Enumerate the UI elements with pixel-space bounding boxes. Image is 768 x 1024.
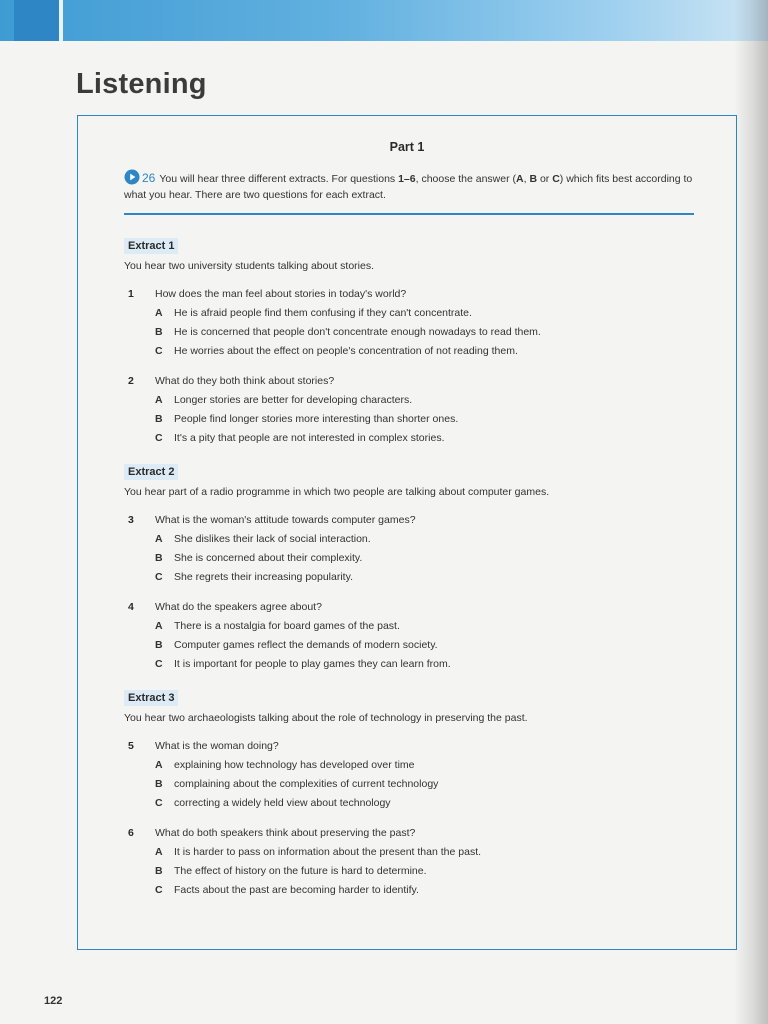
track-number: 26 [142,171,156,185]
option-letter: B [155,865,163,877]
option-text: It is important for people to play games they can learn from. [174,658,451,670]
answer-option [155,756,704,775]
option-text: Computer games reflect the demands of modern society. [174,639,438,651]
question-text: What is the woman doing? [155,740,279,752]
option-text: Longer stories are better for developing characters. [174,394,413,406]
answer-option [155,530,704,549]
question-item [124,514,704,587]
page-title: Listening [76,68,207,100]
answer-option [155,429,704,448]
question-item [124,740,704,813]
answer-option [155,323,704,342]
option-text: He worries about the effect on people's concentration of not reading them. [174,345,518,357]
answer-option [155,775,704,794]
option-letter: B [155,639,163,651]
question-text: How does the man feel about stories in today's world? [155,288,407,300]
extract-label: Extract 2 [124,464,178,480]
option-letter: A [155,533,163,545]
option-letter: B [155,778,163,790]
option-text: People find longer stories more interesting than shorter ones. [174,413,459,425]
option-letter: C [155,658,163,670]
extracts-list [124,236,704,914]
option-text: He is concerned that people don't concentrate enough nowadays to read them. [174,326,541,338]
question-text: What is the woman's attitude towards computer games? [155,514,416,526]
answer-letter-c: C [552,173,560,185]
option-letter: C [155,571,163,583]
option-letter: A [155,759,163,771]
instructions-text: , [523,173,530,185]
question-number: 5 [128,740,134,752]
extract-label: Extract 3 [124,690,178,706]
option-letter: C [155,797,163,809]
question-text: What do they both think about stories? [155,375,335,387]
option-text: She regrets their increasing popularity. [174,571,353,583]
answer-option [155,342,704,361]
question-item [124,375,704,448]
exam-box [77,115,737,950]
option-letter: C [155,884,163,896]
instructions-text: You will hear three different extracts. For questions [159,173,399,185]
question-item [124,601,704,674]
header-color-block [14,0,59,41]
answer-letter-a: A [516,173,524,185]
option-text: He is afraid people find them confusing if they can't concentrate. [174,307,472,319]
question-number: 4 [128,601,134,613]
answer-letter-b: B [529,173,538,185]
option-text: explaining how technology has developed over time [174,759,415,771]
option-letter: A [155,620,163,632]
question-item [124,827,704,900]
question-item [124,288,704,361]
extract-context: You hear two university students talking about stories. [124,260,375,272]
question-number: 3 [128,514,134,526]
question-number: 6 [128,827,134,839]
answer-option [155,549,704,568]
divider-rule [124,213,694,215]
option-letter: A [155,394,163,406]
answer-option [155,655,704,674]
option-text: correcting a widely held view about technology [174,797,391,809]
header-divider [59,0,63,41]
answer-option [155,636,704,655]
option-text: The effect of history on the future is hard to determine. [174,865,427,877]
question-text: What do both speakers think about preserving the past? [155,827,416,839]
instructions-text: , choose the answer ( [415,173,516,185]
option-text: It's a pity that people are not interested in complex stories. [174,432,445,444]
question-number: 1 [128,288,134,300]
option-text: Facts about the past are becoming harder to identify. [174,884,419,896]
answer-option [155,881,704,900]
extract-section [124,688,704,900]
answer-option [155,568,704,587]
option-letter: A [155,846,163,858]
instructions-text: ) which fits best according to what you hear. There are two questions for each extract. [124,173,693,201]
extract-section [124,236,704,448]
part-title: Part 1 [389,140,425,154]
question-number: 2 [128,375,134,387]
answer-option [155,410,704,429]
option-letter: A [155,307,163,319]
header-band [0,0,768,41]
option-letter: B [155,326,163,338]
question-text: What do the speakers agree about? [155,601,322,613]
extract-context: You hear two archaeologists talking about the role of technology in preserving the past. [124,712,528,724]
answer-option [155,617,704,636]
answer-option [155,391,704,410]
answer-option [155,843,704,862]
extract-context: You hear part of a radio programme in which two people are talking about computer games. [124,486,550,498]
book-spine-shadow [734,0,768,1024]
extract-section [124,462,704,674]
option-letter: B [155,552,163,564]
extract-label: Extract 1 [124,238,178,254]
option-text: complaining about the complexities of current technology [174,778,439,790]
option-text: She is concerned about their complexity. [174,552,363,564]
instructions [124,169,694,203]
option-text: She dislikes their lack of social interaction. [174,533,371,545]
page-number: 122 [44,995,63,1007]
option-text: It is harder to pass on information about the present than the past. [174,846,482,858]
option-letter: C [155,432,163,444]
option-letter: C [155,345,163,357]
option-text: There is a nostalgia for board games of the past. [174,620,400,632]
answer-option [155,862,704,881]
answer-option [155,794,704,813]
instructions-text: or [537,173,553,185]
answer-option [155,304,704,323]
play-icon[interactable] [124,169,140,185]
question-range: 1–6 [398,173,416,185]
option-letter: B [155,413,163,425]
